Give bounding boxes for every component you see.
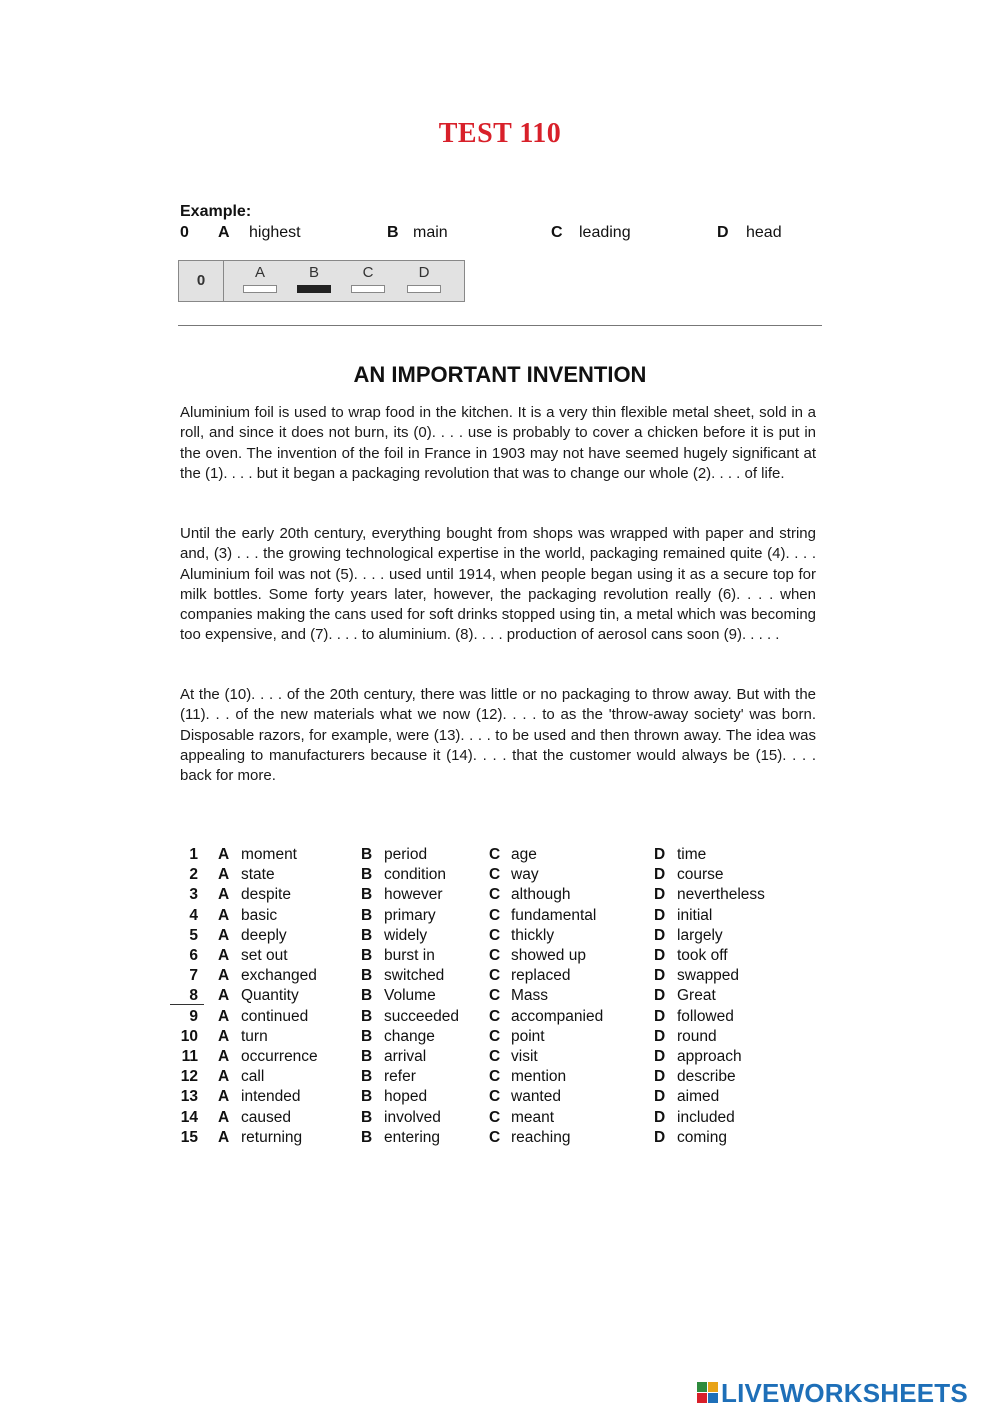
option-word-a[interactable]: turn bbox=[241, 1027, 268, 1045]
option-letter-b: B bbox=[361, 967, 373, 985]
option-word-b[interactable]: burst in bbox=[384, 947, 435, 964]
question-number: 11 bbox=[181, 1048, 198, 1065]
example-word-b: main bbox=[413, 224, 448, 241]
liveworksheets-logo bbox=[697, 1378, 968, 1408]
option-word-c[interactable]: wanted bbox=[511, 1088, 561, 1106]
option-word-a[interactable]: returning bbox=[241, 1128, 303, 1146]
question-number: 4 bbox=[189, 906, 198, 924]
question-number: 3 bbox=[189, 886, 198, 904]
question-8-underline bbox=[170, 1004, 204, 1005]
option-letter-c: C bbox=[489, 1088, 501, 1106]
passage-paragraph-1: Aluminium foil is used to wrap food in the kitchen. It is a very thin flexible metal sheet, sold in a roll, and since it does not burn, its (0). . . . use is probably to cover a chicken before it is put in the oven. The invention of the foil in France in 1903 may not have seemed hugely significant at the (1). . . . but it began a packaging revolution that was to change our whole (2). . . . of life. bbox=[180, 404, 816, 482]
option-letter-a: A bbox=[218, 947, 230, 964]
option-letter-c: C bbox=[489, 947, 501, 964]
option-letter-b: B bbox=[361, 1068, 373, 1086]
option-word-d[interactable]: round bbox=[677, 1027, 717, 1045]
option-letter-b: B bbox=[361, 886, 373, 904]
option-letter-a: A bbox=[218, 926, 230, 944]
question-number: 5 bbox=[189, 926, 198, 944]
option-word-a[interactable]: despite bbox=[241, 886, 291, 904]
question-number: 9 bbox=[189, 1007, 198, 1025]
example-word-d: head bbox=[746, 224, 782, 241]
option-letter-d: D bbox=[654, 846, 666, 863]
option-word-b[interactable]: switched bbox=[384, 967, 445, 985]
option-letter-b: B bbox=[361, 926, 373, 944]
option-letter-d: D bbox=[654, 987, 666, 1005]
option-letter-b: B bbox=[361, 1108, 373, 1126]
option-letter-d: D bbox=[654, 1068, 666, 1086]
option-letter-c: C bbox=[489, 1048, 501, 1065]
option-word-b[interactable]: involved bbox=[384, 1108, 441, 1126]
option-letter-c: C bbox=[489, 1068, 501, 1086]
option-word-b[interactable]: entering bbox=[384, 1128, 441, 1146]
grid-letter-d: D bbox=[418, 264, 430, 281]
option-word-a[interactable]: moment bbox=[241, 846, 297, 863]
question-number: 8 bbox=[189, 987, 198, 1005]
option-word-b[interactable]: condition bbox=[384, 866, 447, 884]
question-row bbox=[0, 845, 1000, 865]
grid-option-c[interactable] bbox=[351, 265, 385, 293]
option-letter-b: B bbox=[361, 1007, 373, 1025]
passage-paragraph-3: At the (10). . . . of the 20th century, there was little or no packaging to throw away. But with the (11). . . of the new materials what we now (12). . . . to as the 'throw-away society' was born. Disposable razors, for example, were (13). . . . to be used and then thrown away. The idea was appealing to manufacturers because it (14). . . . that the customer would always be (15). . . . back for more. bbox=[180, 686, 816, 785]
grid-number: 0 bbox=[179, 261, 224, 301]
option-letter-d: D bbox=[654, 886, 666, 904]
grid-box-b-selected[interactable] bbox=[297, 285, 331, 293]
option-letter-a: A bbox=[218, 967, 230, 985]
example-answer-grid bbox=[178, 260, 465, 302]
option-letter-c: C bbox=[489, 866, 501, 884]
question-number: 1 bbox=[189, 846, 198, 863]
question-number: 2 bbox=[189, 866, 198, 884]
option-letter-a: A bbox=[218, 1108, 230, 1126]
option-word-a[interactable]: occurrence bbox=[241, 1048, 318, 1065]
option-word-b[interactable]: refer bbox=[384, 1068, 416, 1086]
option-letter-d: D bbox=[654, 866, 666, 884]
option-letter-a: A bbox=[218, 846, 230, 863]
question-row bbox=[0, 865, 1000, 885]
option-word-a[interactable]: state bbox=[241, 866, 275, 884]
question-number: 15 bbox=[180, 1128, 198, 1146]
option-word-b[interactable]: Volume bbox=[384, 987, 436, 1005]
option-letter-c: C bbox=[489, 906, 501, 924]
option-word-a[interactable]: deeply bbox=[241, 926, 287, 944]
example-label: Example: bbox=[180, 203, 252, 220]
option-word-c[interactable]: mention bbox=[511, 1068, 567, 1086]
grid-option-d[interactable] bbox=[407, 265, 441, 293]
example-letter-d: D bbox=[717, 224, 729, 241]
grid-box-a[interactable] bbox=[243, 285, 277, 293]
option-letter-c: C bbox=[489, 886, 501, 904]
option-word-d[interactable]: initial bbox=[677, 906, 713, 924]
option-letter-d: D bbox=[654, 1027, 666, 1045]
page-title: TEST 110 bbox=[438, 118, 562, 149]
question-number: 14 bbox=[180, 1108, 198, 1126]
option-word-d[interactable]: largely bbox=[677, 926, 723, 944]
option-word-d[interactable]: time bbox=[677, 846, 707, 863]
option-letter-d: D bbox=[654, 1128, 666, 1146]
option-word-d[interactable]: followed bbox=[677, 1007, 734, 1025]
option-word-a[interactable]: call bbox=[241, 1068, 265, 1086]
option-letter-c: C bbox=[489, 1027, 501, 1045]
option-word-a[interactable]: caused bbox=[241, 1108, 291, 1126]
option-letter-d: D bbox=[654, 1007, 666, 1025]
option-letter-d: D bbox=[654, 906, 666, 924]
option-word-c[interactable]: meant bbox=[511, 1108, 555, 1126]
option-letter-b: B bbox=[361, 947, 373, 964]
question-row bbox=[0, 906, 1000, 926]
question-row bbox=[0, 966, 1000, 986]
liveworksheets-logo-icon bbox=[697, 1382, 719, 1404]
question-row bbox=[0, 1027, 1000, 1047]
question-row bbox=[0, 1087, 1000, 1107]
option-letter-b: B bbox=[361, 1027, 373, 1045]
option-letter-c: C bbox=[489, 1108, 501, 1126]
question-row bbox=[0, 1007, 1000, 1027]
option-word-d[interactable]: approach bbox=[677, 1048, 742, 1065]
option-letter-a: A bbox=[218, 866, 230, 884]
option-letter-c: C bbox=[489, 1128, 501, 1146]
question-row bbox=[0, 986, 1000, 1006]
option-word-c[interactable]: age bbox=[511, 846, 537, 863]
option-letter-a: A bbox=[218, 906, 230, 924]
option-letter-a: A bbox=[218, 1027, 230, 1045]
question-number: 13 bbox=[180, 1088, 198, 1106]
example-letter-b: B bbox=[387, 224, 399, 241]
option-word-a[interactable]: Quantity bbox=[241, 987, 299, 1005]
option-word-a[interactable]: set out bbox=[241, 947, 288, 964]
option-word-c[interactable]: Mass bbox=[511, 987, 549, 1005]
option-word-d[interactable]: included bbox=[677, 1108, 735, 1126]
option-word-b[interactable]: however bbox=[384, 886, 443, 904]
option-word-a[interactable]: basic bbox=[241, 906, 278, 924]
example-letter-c: C bbox=[551, 224, 563, 241]
option-letter-a: A bbox=[218, 1088, 230, 1106]
question-number: 12 bbox=[180, 1068, 198, 1086]
option-word-a[interactable]: continued bbox=[241, 1007, 309, 1025]
passage-heading: AN IMPORTANT INVENTION bbox=[353, 362, 647, 387]
option-letter-b: B bbox=[361, 1048, 373, 1065]
option-word-d[interactable]: course bbox=[677, 866, 724, 884]
option-word-d[interactable]: nevertheless bbox=[677, 886, 765, 904]
option-letter-a: A bbox=[218, 1128, 230, 1146]
option-letter-b: B bbox=[361, 987, 373, 1005]
grid-box-c[interactable] bbox=[351, 285, 385, 293]
option-letter-c: C bbox=[489, 987, 501, 1005]
question-number: 10 bbox=[180, 1027, 198, 1045]
option-word-b[interactable]: primary bbox=[384, 906, 436, 924]
option-letter-a: A bbox=[218, 886, 230, 904]
option-word-b[interactable]: succeeded bbox=[384, 1007, 459, 1025]
grid-letter-b: B bbox=[308, 264, 319, 281]
option-word-d[interactable]: aimed bbox=[677, 1088, 720, 1106]
grid-box-d[interactable] bbox=[407, 285, 441, 293]
option-letter-d: D bbox=[654, 1048, 666, 1065]
option-word-d[interactable]: describe bbox=[677, 1068, 736, 1086]
option-word-c[interactable]: replaced bbox=[511, 967, 571, 985]
question-number: 6 bbox=[189, 947, 198, 964]
passage-paragraph-2: Until the early 20th century, everything bought from shops was wrapped with paper and string and, (3) . . . the growing technological expertise in the world, packaging remained quite (4). . . . Aluminium foil was not (5). . . . used until 1914, when people began using it as a secure top for milk bottles. Some forty years later, however, the packaging revolution really (6). . . . when companies making the cans used for soft drinks stopped using tin, a metal which was becoming too expensive, and (7). . . . to aluminium. (8). . . . production of aerosol cans soon (9). . . . . bbox=[180, 525, 816, 644]
option-letter-b: B bbox=[361, 866, 373, 884]
question-number: 7 bbox=[189, 967, 198, 985]
option-word-c[interactable]: way bbox=[511, 866, 539, 884]
option-word-c[interactable]: although bbox=[511, 886, 571, 904]
option-word-c[interactable]: thickly bbox=[511, 926, 555, 944]
option-word-b[interactable]: hoped bbox=[384, 1088, 428, 1106]
option-word-b[interactable]: widely bbox=[384, 926, 428, 944]
option-word-d[interactable]: took off bbox=[677, 947, 728, 964]
question-row bbox=[0, 885, 1000, 905]
option-letter-d: D bbox=[654, 947, 666, 964]
option-letter-a: A bbox=[218, 1048, 230, 1065]
question-row bbox=[0, 926, 1000, 946]
divider bbox=[178, 325, 822, 326]
example-options-row bbox=[0, 223, 1000, 243]
option-word-b[interactable]: change bbox=[384, 1027, 435, 1045]
example-word-c: leading bbox=[579, 224, 631, 241]
option-letter-b: B bbox=[361, 906, 373, 924]
question-row bbox=[0, 1108, 1000, 1128]
option-letter-b: B bbox=[361, 1088, 373, 1106]
option-letter-c: C bbox=[489, 967, 501, 985]
question-row bbox=[0, 946, 1000, 966]
example-letter-a: A bbox=[218, 224, 230, 241]
liveworksheets-logo-text: LIVEWORKSHEETS bbox=[721, 1377, 968, 1408]
option-letter-d: D bbox=[654, 926, 666, 944]
grid-option-a[interactable] bbox=[243, 265, 277, 293]
option-word-a[interactable]: exchanged bbox=[241, 967, 317, 985]
option-word-c[interactable]: showed up bbox=[511, 947, 586, 964]
option-letter-a: A bbox=[218, 1007, 230, 1025]
option-letter-b: B bbox=[361, 1128, 373, 1146]
option-letter-d: D bbox=[654, 1108, 666, 1126]
question-row bbox=[0, 1047, 1000, 1067]
option-word-b[interactable]: arrival bbox=[384, 1048, 427, 1065]
option-word-b[interactable]: period bbox=[384, 846, 428, 863]
question-row bbox=[0, 1067, 1000, 1087]
option-letter-d: D bbox=[654, 1088, 666, 1106]
option-word-c[interactable]: fundamental bbox=[511, 906, 597, 924]
grid-option-b[interactable] bbox=[297, 265, 331, 293]
option-word-d[interactable]: coming bbox=[677, 1128, 727, 1146]
grid-letter-a: A bbox=[254, 264, 265, 281]
option-word-c[interactable]: accompanied bbox=[511, 1007, 604, 1025]
option-letter-c: C bbox=[489, 1007, 501, 1025]
option-word-a[interactable]: intended bbox=[241, 1088, 301, 1106]
option-letter-a: A bbox=[218, 1068, 230, 1086]
example-word-a: highest bbox=[249, 224, 301, 241]
option-word-d[interactable]: Great bbox=[677, 987, 716, 1005]
option-letter-b: B bbox=[361, 846, 373, 863]
example-number: 0 bbox=[180, 224, 189, 241]
option-letter-d: D bbox=[654, 967, 666, 985]
option-word-c[interactable]: reaching bbox=[511, 1128, 571, 1146]
option-word-c[interactable]: point bbox=[511, 1027, 545, 1045]
option-letter-a: A bbox=[218, 987, 230, 1005]
option-letter-c: C bbox=[489, 926, 501, 944]
option-word-d[interactable]: swapped bbox=[677, 967, 740, 985]
option-word-c[interactable]: visit bbox=[511, 1048, 538, 1065]
grid-letter-c: C bbox=[362, 264, 374, 281]
question-row bbox=[0, 1128, 1000, 1148]
option-letter-c: C bbox=[489, 846, 501, 863]
